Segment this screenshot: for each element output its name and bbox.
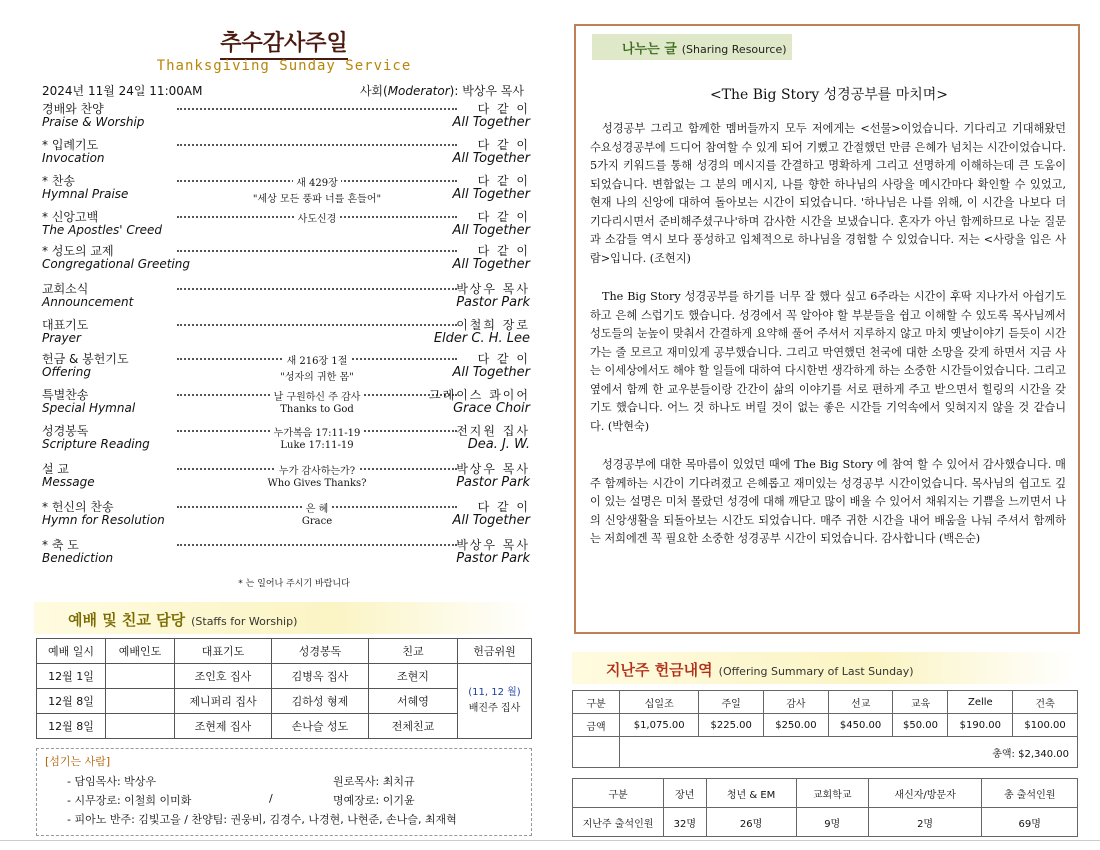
item-title-en: Offering: [42, 365, 91, 379]
item-title-en: The Apostles' Creed: [42, 223, 163, 237]
item-title-en: Message: [42, 475, 95, 489]
staff-cell: [106, 689, 175, 714]
table-row: [37, 689, 532, 714]
item-person-en: Pastor Park: [456, 295, 530, 310]
offering-value: $250.00: [764, 714, 829, 737]
table-row: [573, 737, 1078, 768]
item-title-ko: 설 교: [42, 462, 69, 476]
order-item: [42, 316, 532, 350]
dotted-leader: [177, 288, 457, 290]
item-detail-1: 날 구원하신 주 감사: [177, 388, 457, 403]
table-row: [37, 714, 532, 739]
item-person-en: Grace Choir: [453, 401, 530, 416]
attendance-row-label: 지난주 출석인원: [573, 808, 664, 837]
attendance-value: 9명: [796, 808, 868, 837]
article-paragraph: 성경공부에 대한 목마름이 있었던 때에 The Big Story 에 참여 할 수 있어서 감사했습니다. 매주 함께하는 시간이 기다려졌고 은혜롭고 재미있는 성경공부 시간이었습니다. 목사님의 쉽고도 깊이 있는 설명은 미처 몰랐던 성경에 대해 깨닫고 많이 배울 수 있어서 채워지는 기쁨을 느끼면서 나의 신앙생활을 되돌아보는 시간도 되었습니다. 매주 귀한 시간을 내어 배움을 나눠 주셔서 함께하는 저희에겐 꼭 필요한 소중한 성경공부 시간이 되었습니다. 감사합니다 (백은순): [590, 458, 1066, 545]
attendance-value: 69명: [982, 808, 1078, 837]
staff-cell: 12월 1일: [37, 664, 106, 689]
order-item: [42, 536, 532, 570]
item-title-ko: 교회소식: [42, 282, 89, 296]
offering-row-label: 금액: [573, 714, 620, 737]
dotted-leader: [177, 250, 457, 252]
article-paragraph: 성경공부 그리고 함께한 멤버들까지 모두 저에게는 <선물>이었습니다. 기다리고 기대해왔던 수요성경공부에 드디어 참여할 수 있게 되어 기뻤고 간절했던 만큼 은혜가 넘치는 시간이었습니다. 5가지 키워드를 통해 성경의 메시지를 간결하고 명확하게 그리고 선명하게 이해하는데 큰 도움이 되었습니다. 변함없는 그 분의 메시지, 나를 향한 하나님의 사랑을 메시간마다 확인할 수 있었고, 현재 나의 신앙에 대하여 돌아보는 시간이 되었습니다. '하나님은 나를 위해, 이 시간을 나보다 더 기다리시면서 준비해주셨구나'하며 감사한 시간을 보냈습니다. 혼자가 아닌 함께하므로 나눈 질문과 소감들 역시 보다 풍성하고 입체적으로 하나님을 경험할 수 있었습니다. 저는 <사랑을 입은 사람>입니다. (조현지): [590, 122, 1066, 265]
active-elder: - 시무장로: 이철희 이미화: [67, 794, 192, 807]
offering-header-row: [573, 691, 1078, 714]
item-title-en: Special Hymnal: [42, 401, 136, 415]
attendance-header-cell: 교회학교: [796, 779, 868, 808]
page-bottom-rule: [0, 840, 1100, 841]
table-row: [37, 664, 532, 689]
staff-cell: 서혜영: [369, 689, 458, 714]
item-detail-1: 새 429장: [177, 174, 457, 189]
attendance-header-row: [573, 779, 1078, 808]
staff-section-header: [34, 602, 534, 634]
attendance-table: [572, 778, 1078, 837]
item-person-ko: 박상우 목사: [456, 282, 530, 296]
staff-cell: 제니퍼리 집사: [175, 689, 272, 714]
item-person-ko: 이철희 장로: [456, 318, 530, 332]
staff-header-row: [37, 639, 532, 664]
offering-header-cell: 십일조: [620, 691, 699, 714]
offering-value: $190.00: [948, 714, 1013, 737]
item-detail-2: Luke 17:11-19: [177, 440, 457, 451]
order-item: [42, 136, 532, 170]
staff-cell: 김병옥 집사: [272, 664, 369, 689]
item-title-en: Benediction: [42, 551, 114, 565]
staff-table: [36, 638, 532, 739]
attendance-header-cell: 장년: [664, 779, 707, 808]
item-detail-1: 누가 감사하는가?: [177, 462, 457, 477]
offering-section-header: [572, 652, 1078, 684]
item-detail-2: "성자의 귀한 몸": [177, 368, 457, 383]
elder-pastor: 원로목사: 최치규: [333, 775, 415, 788]
item-title-ko: 성경봉독: [42, 424, 89, 438]
dotted-leader: [177, 108, 457, 110]
offering-header-cell: 구분: [573, 691, 620, 714]
offering-header-cell: Zelle: [948, 691, 1013, 714]
offering-value: $1,075.00: [620, 714, 699, 737]
staff-cell: 조현제 집사: [175, 714, 272, 739]
article-paragraph: The Big Story 성경공부를 하기를 너무 잘 했다 싶고 6주라는 시간이 후딱 지나가서 아쉽기도 하고 은혜 스럽기도 했습니다. 성경에서 꼭 알아야 할 부분들을 쉽고 이해할 수 있도록 목사님께서 성도들의 눈높이 맞춰서 간결하게 요약해 풀어 주셔서 지루하지 않고 마치 옛날이야기 듣듯이 시간 가는 줄 모르고 재미있게 공부했습니다. 그리고 막연했던 천국에 대한 소망을 갖게 하면서 지금 사는 이세상에서도 해야 할 일들에 대하여 다시한번 생각하게 하는 소중한 시간들이었습니다. 그리고 옆에서 함께 한 교우분들이랑 간간이 삶의 이야기를 서로 편하게 주고 받으면서 힐링의 시간을 갖기도 했습니다. 어느 것 하나도 버릴 것이 없는 좋은 시간들 기억속에서 잊혀지지 않을 것 같습니다. (박현숙): [590, 290, 1066, 433]
attendance-header-cell: 새신자/방문자: [868, 779, 982, 808]
staff-cell: 전체친교: [369, 714, 458, 739]
sharing-header: [592, 34, 792, 60]
staff-cell: [106, 664, 175, 689]
program-title-en: Thanksgiving Sunday Service: [156, 58, 412, 74]
item-detail-2: Who Gives Thanks?: [177, 478, 457, 489]
order-item: [42, 386, 532, 420]
item-title-en: Announcement: [42, 295, 134, 309]
offering-total-spacer: [573, 737, 620, 768]
pianist-choir: - 피아노 반주: 김빛고을 / 찬양팀: 권웅비, 김경수, 나경현, 나현준, 손나슬, 최재혁: [67, 813, 457, 826]
moderator: 사회(Moderator): 박상우 목사: [359, 84, 524, 98]
staff-cell: 12월 8일: [37, 689, 106, 714]
senior-pastor: - 담임목사: 박상우: [67, 775, 157, 788]
order-item: [42, 242, 532, 276]
item-person-ko: 그레이스 콰이어: [429, 388, 530, 402]
staff-title: 예배 및 친교 담당 (Staffs for Worship): [68, 611, 298, 629]
staff-cell: 김하성 형제: [272, 689, 369, 714]
attendance-header-cell: 구분: [573, 779, 664, 808]
staff-header-cell: 성경봉독: [272, 639, 369, 664]
item-title-en: Praise & Worship: [42, 115, 145, 129]
attendance-value: 2명: [868, 808, 982, 837]
offering-table: [572, 690, 1078, 768]
order-item: [42, 208, 532, 242]
item-title-ko: * 축 도: [42, 538, 79, 552]
item-detail-1: 은 혜: [177, 500, 457, 515]
order-item: [42, 350, 532, 384]
item-person-en: Dea. J. W.: [467, 437, 530, 452]
order-item: [42, 498, 532, 532]
offering-committee-name: 배진주 집사: [468, 703, 521, 714]
item-person-en: All Together: [452, 513, 530, 528]
item-title-en: Hymn for Resolution: [42, 513, 165, 527]
item-title-en: Scripture Reading: [42, 437, 150, 451]
slash-divider: /: [269, 792, 273, 805]
item-detail-2: "세상 모든 풍파 너를 흔들어": [177, 190, 457, 205]
item-title-ko: 경배와 찬양: [42, 102, 104, 116]
order-item: [42, 422, 532, 456]
servants-header: [섬기는 사람]: [45, 755, 111, 768]
item-person-en: All Together: [452, 187, 530, 202]
item-title-ko: * 성도의 교제: [42, 244, 114, 258]
offering-value: $225.00: [699, 714, 764, 737]
offering-value: $50.00: [893, 714, 948, 737]
item-detail-1: 누가복음 17:11-19: [177, 424, 457, 439]
item-person-en: All Together: [452, 365, 530, 380]
offering-header-cell: 감사: [764, 691, 829, 714]
honorary-elder: 명예장로: 이기윤: [333, 794, 415, 807]
item-person-ko: 다 같 이: [477, 210, 530, 224]
dotted-leader: [177, 544, 457, 546]
sharing-title: 나누는 글 (Sharing Resource): [622, 42, 787, 57]
item-title-ko: * 찬송: [42, 174, 75, 188]
staff-header-cell: 대표기도: [175, 639, 272, 664]
item-person-en: Pastor Park: [456, 475, 530, 490]
attendance-value: 26명: [706, 808, 796, 837]
item-person-ko: 다 같 이: [477, 102, 530, 116]
attendance-value: 32명: [664, 808, 707, 837]
staff-header-cell: 예배 일시: [37, 639, 106, 664]
service-datetime: 2024년 11월 24일 11:00AM: [42, 84, 203, 98]
item-title-ko: * 입례기도: [42, 138, 99, 152]
item-title-ko: * 헌신의 찬송: [42, 500, 114, 514]
attendance-header-cell: 총 출석인원: [982, 779, 1078, 808]
offering-value: $450.00: [828, 714, 893, 737]
item-title-ko: * 신앙고백: [42, 210, 99, 224]
item-detail-1: 사도신경: [177, 210, 457, 225]
item-person-en: Elder C. H. Lee: [433, 331, 530, 346]
item-person-en: All Together: [452, 257, 530, 272]
staff-cell: 12월 8일: [37, 714, 106, 739]
item-person-ko: 다 같 이: [477, 352, 530, 366]
staff-header-cell: 친교: [369, 639, 458, 664]
staff-header-cell: 예배인도: [106, 639, 175, 664]
item-title-ko: 헌금 & 봉헌기도: [42, 352, 129, 366]
item-detail-2: Grace: [177, 516, 457, 527]
item-person-ko: 다 같 이: [477, 244, 530, 258]
article-title: <The Big Story 성경공부를 마치며>: [709, 87, 949, 103]
offering-header-cell: 건축: [1013, 691, 1078, 714]
item-title-en: Invocation: [42, 151, 105, 165]
item-detail-2: Thanks to God: [177, 404, 457, 415]
servants-box: [36, 748, 532, 836]
dotted-leader: [177, 324, 457, 326]
table-row: [573, 808, 1078, 837]
offering-value: $100.00: [1013, 714, 1078, 737]
offering-header-cell: 주일: [699, 691, 764, 714]
order-item: [42, 460, 532, 494]
item-title-en: Congregational Greeting: [42, 257, 190, 271]
sharing-article-box: [574, 24, 1080, 634]
attendance-header-cell: 청년 & EM: [706, 779, 796, 808]
item-person-en: Pastor Park: [456, 551, 530, 566]
item-title-en: Hymnal Praise: [42, 187, 129, 201]
order-item: [42, 172, 532, 206]
item-person-en: All Together: [452, 223, 530, 238]
dotted-leader: [177, 144, 457, 146]
table-row: [573, 714, 1078, 737]
item-person-ko: 박상우 목사: [456, 538, 530, 552]
item-person-en: All Together: [452, 151, 530, 166]
program-title-ko: 추수감사주일: [34, 26, 534, 57]
staff-header-cell: 헌금위원: [458, 639, 532, 664]
item-title-ko: 대표기도: [42, 318, 89, 332]
item-title-ko: 특별찬송: [42, 388, 89, 402]
offering-total: 총액: $2,340.00: [620, 737, 1078, 768]
offering-committee-cell: [458, 664, 532, 739]
item-title-en: Prayer: [42, 331, 81, 345]
offering-committee-dates: (11, 12 월): [468, 687, 521, 698]
staff-cell: 손나슬 성도: [272, 714, 369, 739]
item-person-ko: 다 같 이: [477, 500, 530, 514]
item-detail-1: 새 216장 1절: [177, 352, 457, 367]
item-person-ko: 다 같 이: [477, 174, 530, 188]
order-item: [42, 280, 532, 314]
order-item: [42, 100, 532, 134]
offering-header-cell: 선교: [828, 691, 893, 714]
item-person-ko: 다 같 이: [477, 138, 530, 152]
offering-title: 지난주 헌금내역 (Offering Summary of Last Sunday): [606, 661, 914, 679]
staff-cell: 조인호 집사: [175, 664, 272, 689]
item-person-en: All Together: [452, 115, 530, 130]
standing-note: * 는 일어나 주시기 바랍니다: [238, 579, 350, 589]
staff-cell: [106, 714, 175, 739]
item-person-ko: 전지원 집사: [456, 424, 530, 438]
staff-cell: 조현지: [369, 664, 458, 689]
item-person-ko: 박상우 목사: [456, 462, 530, 476]
offering-header-cell: 교육: [893, 691, 948, 714]
